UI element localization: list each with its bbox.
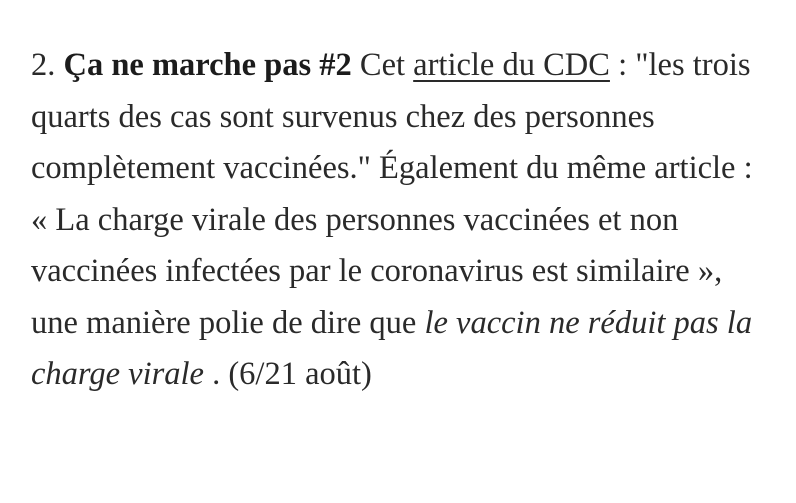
item-text-body: : "les trois quarts des cas sont survenus chez des personnes complètement vaccinées." Également du même article : « La charge virale des personnes vaccinées et non vaccinées infectées par le coronavirus est similaire », une manière polie de dire que	[31, 47, 753, 341]
item-emphasis: le vaccin ne réduit pas la charge virale	[31, 304, 753, 392]
list-item-paragraph	[31, 40, 776, 401]
item-text-intro: Cet	[359, 47, 406, 83]
cdc-article-link[interactable]: article du CDC	[413, 47, 610, 83]
item-text-closing: . (6/21 août)	[212, 356, 372, 392]
item-number: 2.	[31, 47, 56, 83]
article-content	[31, 40, 776, 401]
item-heading: Ça ne marche pas #2	[63, 47, 352, 83]
